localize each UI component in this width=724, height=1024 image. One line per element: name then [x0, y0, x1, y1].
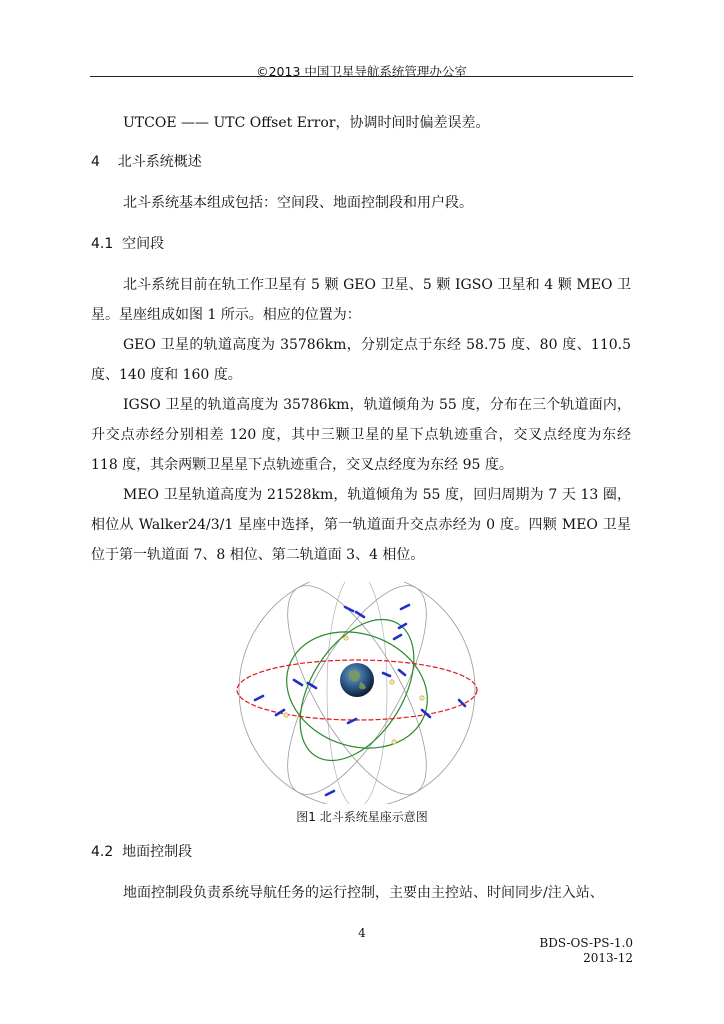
satellite-11: [276, 710, 284, 715]
satellite-5: [394, 635, 401, 639]
document-id-block: [539, 936, 633, 966]
section-4-1-paragraph-3: IGSO 卫星的轨道高度为 35786km，轨道倾角为 55 度，分布在三个轨道面内，升交点赤经分别相差 120 度，其中三颗卫星的星下点轨迹重合，交叉点经度为东经 118 度，其余两颗卫星星下点轨迹重合，交叉点经度为东经 95 度。: [91, 397, 631, 473]
constellation-diagram: [234, 582, 480, 804]
satellite-15: [326, 791, 334, 795]
section-4-2-text: 地面控制段负责系统导航任务的运行控制，主要由主控站、时间同步/注入站、: [123, 885, 604, 901]
satellite-9: [399, 670, 405, 675]
satellite-1: [345, 607, 353, 611]
document-id: BDS-OS-PS-1.0: [539, 936, 633, 950]
section-4-1-paragraph-1: 北斗系统目前在轨工作卫星有 5 颗 GEO 卫星、5 颗 IGSO 卫星和 4 颗 MEO 卫星。星座组成如图 1 所示。相应的位置为：: [91, 277, 631, 323]
section-4-2-heading: 4.2 地面控制段: [91, 844, 193, 860]
satellite-7: [308, 683, 316, 688]
satellite-6: [294, 680, 302, 685]
section-4-1-paragraph-4: MEO 卫星轨道高度为 21528km，轨道倾角为 55 度，回归周期为 7 天 13 圈，相位从 Walker24/3/1 星座中选择，第一轨道面升交点赤经为 0 度。四颗 MEO 卫星位于第一轨道面 7、8 相位、第二轨道面 3、4 相位。: [91, 487, 631, 563]
satellite-10: [255, 696, 263, 700]
page-number: 4: [358, 926, 366, 940]
section-4-heading: 4 北斗系统概述: [91, 154, 202, 170]
utcoe-definition: UTCOE —— UTC Offset Error，协调时间时偏差误差。: [123, 115, 490, 131]
section-4-text: 北斗系统基本组成包括：空间段、地面控制段和用户段。: [123, 195, 473, 211]
satellite-3: [401, 605, 409, 609]
page-header: ©2013 中国卫星导航系统管理办公室: [256, 64, 467, 79]
header-rule: [90, 76, 633, 77]
satellite-8: [383, 673, 390, 676]
section-4-1-paragraph-2: GEO 卫星的轨道高度为 35786km，分别定点于东经 58.75 度、80 度、110.5 度、140 度和 160 度。: [91, 337, 631, 383]
document-date: 2013-12: [583, 951, 633, 965]
figure-caption: 图1 北斗系统星座示意图: [296, 810, 428, 824]
section-4-1-heading: 4.1 空间段: [91, 236, 165, 252]
